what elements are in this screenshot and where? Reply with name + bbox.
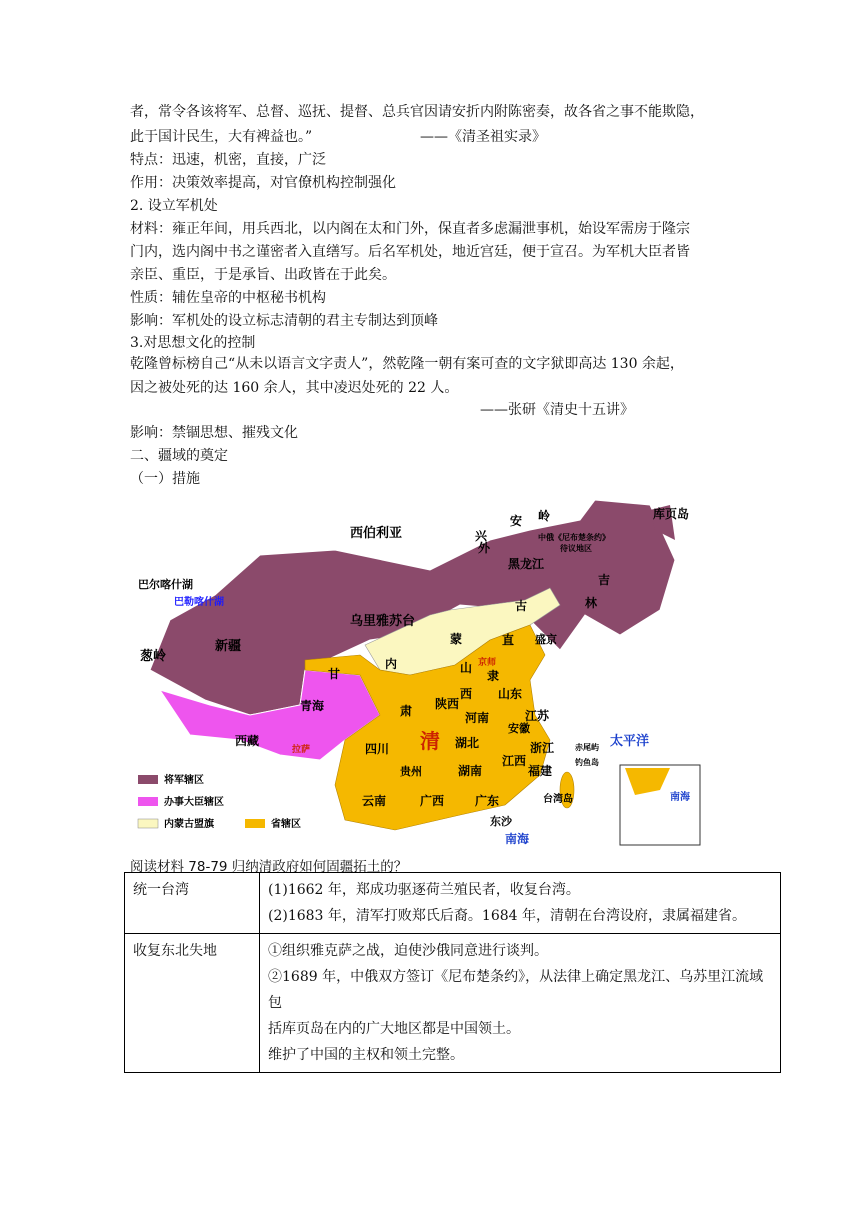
map-label: 广东 [475, 794, 500, 808]
section-heading: 二、疆域的奠定 [130, 448, 228, 464]
map-label: 库页岛 [653, 507, 690, 521]
row-item: 维护了中国的主权和领土完整。 [268, 1047, 464, 1063]
citation: ——《清圣祖实录》 [420, 129, 546, 145]
map-label: 肃 [400, 704, 413, 718]
map-label: 江西 [502, 754, 527, 768]
map-label: 福建 [528, 764, 553, 778]
map-label: 钓鱼岛 [575, 758, 599, 767]
map-label: 直 [502, 633, 515, 647]
map-label: 湖南 [458, 764, 483, 778]
map-label: 京师 [478, 658, 497, 668]
map-label: 隶 [487, 669, 500, 683]
map-label: 南海 [505, 832, 530, 846]
map-label: 蒙 [450, 632, 463, 646]
subsection-heading: （一）措施 [130, 471, 200, 487]
map-label: 葱岭 [140, 649, 167, 664]
row-body [260, 934, 781, 1073]
map-label: 湖北 [455, 736, 480, 750]
map-label: 南海 [670, 792, 690, 803]
text-line: 门内，选内阁中书之谨密者入直缮写。后名军机处，地近宫廷，便于宣召。为军机大臣者皆 [130, 244, 690, 260]
map-label: 陕西 [435, 697, 460, 711]
row-item: ②1689 年，中俄双方签订《尼布楚条约》，从法律上确定黑龙江、乌苏里江流域包 [268, 969, 764, 1011]
row-item: (1)1662 年，郑成功驱逐荷兰殖民者，收复台湾。 [268, 882, 580, 898]
legend-swatch [138, 819, 158, 828]
legend-swatch [245, 819, 265, 828]
map-label: 安 [510, 514, 523, 528]
map-label: 巴尔喀什湖 [138, 578, 193, 591]
map-label: 黑龙江 [508, 557, 545, 571]
legend-label: 办事大臣辖区 [164, 797, 224, 808]
map-label: 乌里雅苏台 [350, 614, 416, 629]
map-label: 古 [515, 599, 528, 613]
map-label: 河南 [465, 711, 490, 725]
map-label: 云南 [362, 794, 387, 808]
table-row [125, 873, 781, 934]
row-head: 收复东北失地 [125, 934, 260, 1073]
map-label: 贵州 [400, 765, 422, 778]
map-label: 拉萨 [292, 745, 311, 755]
map-label: 西藏 [235, 734, 260, 748]
question-text: 阅读材料 78-79 归纳清政府如何固疆拓土的？ [130, 859, 408, 875]
map-label: 外 [478, 541, 491, 555]
text-line: 特点：迅速，机密，直接，广泛 [130, 152, 326, 168]
row-body [260, 873, 781, 934]
legend-label: 省辖区 [271, 819, 301, 830]
map-label: 赤尾屿 [575, 743, 599, 752]
legend-swatch [138, 775, 158, 784]
map-label: 西伯利亚 [350, 526, 403, 541]
map-label: 清 [420, 729, 440, 753]
map-label: 盛京 [535, 633, 557, 646]
citation: ——张研《清史十五讲》 [480, 402, 634, 418]
legend-swatch [138, 797, 158, 806]
text-line: 作用：决策效率提高，对官僚机构控制强化 [130, 175, 396, 191]
map-label: 内 [385, 657, 398, 671]
text-line: 者，常令各该将军、总督、巡抚、提督、总兵官因请安折内附陈密奏，故各省之事不能欺隐， [130, 104, 704, 120]
legend-label: 将军辖区 [164, 775, 204, 786]
map-label: 台湾岛 [543, 794, 573, 805]
map-label: 西 [460, 687, 473, 701]
map-label: 安徽 [508, 722, 530, 735]
text-line: 性质：辅佐皇帝的中枢秘书机构 [130, 290, 326, 306]
legend-label: 内蒙古盟旗 [164, 819, 214, 830]
map-label: 吉 [598, 573, 611, 587]
row-item: (2)1683 年，清军打败郑氏后裔。1684 年，清朝在台湾设府，隶属福建省。 [268, 908, 746, 924]
text-line: 乾隆曾标榜自己“从未以语言文字责人”，然乾隆一朝有案可查的文字狱即高达 130 余起， [130, 356, 684, 372]
map-label: 太平洋 [610, 734, 650, 749]
map-label: 四川 [365, 742, 390, 756]
map-label: 林 [585, 596, 598, 610]
map-label: 岭 [538, 509, 551, 523]
row-item: 括库页岛在内的广大地区都是中国领土。 [268, 1021, 520, 1037]
text-line: 影响：军机处的设立标志清朝的君主专制达到顶峰 [130, 313, 438, 329]
text-line: 因之被处死的达 160 余人，其中凌迟处死的 22 人。 [130, 380, 459, 396]
map-label: 中俄《尼布楚条约》 [538, 533, 610, 542]
text-line: 影响：禁锢思想、摧残文化 [130, 425, 298, 441]
map-label: 江苏 [525, 709, 550, 723]
measures-table [124, 872, 781, 1073]
map-label: 青海 [300, 699, 325, 713]
table-row [125, 934, 781, 1073]
text-line: 此于国计民生，大有裨益也。” [130, 129, 313, 145]
map-label: 待议地区 [560, 544, 592, 553]
map-label: 广西 [420, 794, 445, 808]
map-label: 新疆 [215, 639, 242, 654]
row-head: 统一台湾 [125, 873, 260, 934]
text-line: 材料：雍正年间，用兵西北，以内阁在太和门外，保直者多虑漏泄事机，始设军需房于隆宗 [130, 221, 690, 237]
map-label: 山 [460, 661, 473, 675]
section-heading: 2. 设立军机处 [130, 198, 218, 214]
map-label: 山东 [498, 687, 523, 701]
map-label: 兴 [475, 529, 488, 543]
map-label: 巴勒喀什湖 [174, 597, 224, 608]
qing-territory-map [130, 500, 740, 850]
map-label: 甘 [328, 667, 341, 681]
text-line: 亲臣、重臣，于是承旨、出政皆在于此矣。 [130, 267, 396, 283]
section-heading: 3.对思想文化的控制 [130, 335, 256, 351]
map-label: 浙江 [530, 741, 555, 755]
row-item: ①组织雅克萨之战，迫使沙俄同意进行谈判。 [268, 943, 548, 959]
map-label: 东沙 [490, 815, 512, 828]
